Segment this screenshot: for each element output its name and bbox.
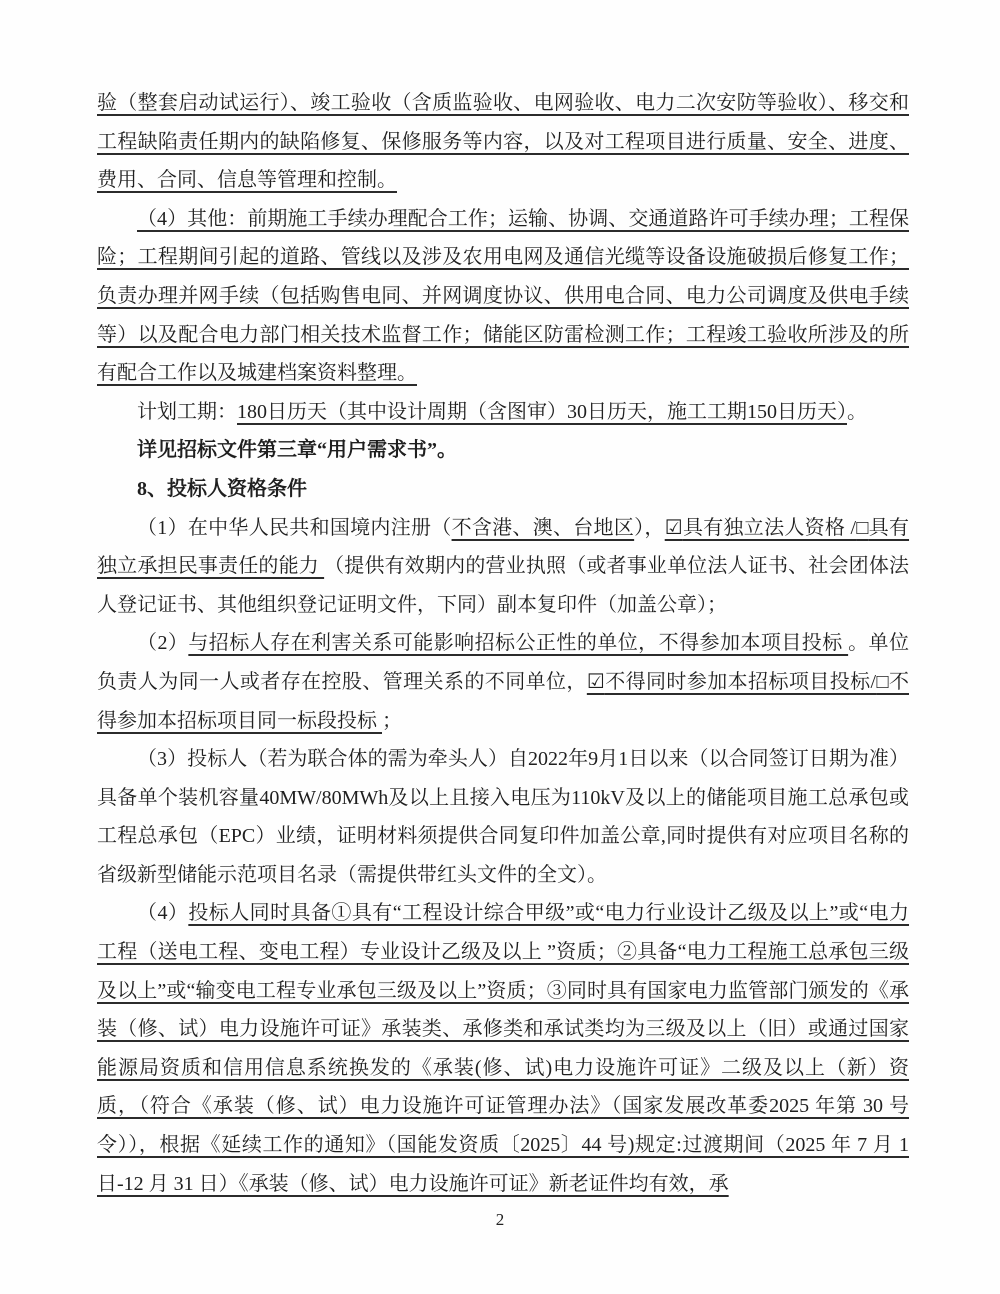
text-run: （4） [137, 902, 189, 925]
page-number: 2 [495, 1210, 505, 1229]
text-run: 。 [847, 400, 867, 423]
text-run: 180日历天（其中设计周期（含图审）30日历天，施工工期150日历天） [237, 400, 847, 423]
text-run: （3）投标人（若为联合体的需为牵头人）自2022年9月1日以来（以合同签订日期为准）具备单个装机容量40MW/80MWh及以上且接入电压为110kV及以上的储能项目施工总承包或工程总承包（EPC）业绩，证明材料须提供合同复印件加盖公章,同时提供有对应项目名称的省级新型储能示范项目名录（需提供带红头文件的全文）。 [97, 748, 909, 886]
text-run: 不含港、澳、台地区 [451, 516, 635, 539]
paragraph-qualification-2 [97, 624, 909, 740]
paragraph-planned-duration [97, 393, 909, 432]
text-run: ； [382, 709, 402, 732]
text-run: （提供有效期内的营业执照（或者事业单位法人证书、社会团体法人登记证书、其他组织登记证明文件，下同）副本复印件（加盖公章）； [97, 555, 910, 616]
paragraph-section-8-heading [97, 470, 909, 509]
paragraph-item-4-other-work [97, 200, 909, 393]
text-run: 验（整套启动试运行）、竣工验收（含质监验收、电网验收、电力二次安防等验收）、移交和工程缺陷责任期内的缺陷修复、保修服务等内容，以及对工程项目进行质量、安全、进度、费用、合同、信息等管理和控制。 [97, 92, 909, 192]
text-run: （2） [137, 632, 189, 655]
text-run: 计划工期： [137, 400, 237, 423]
text-run: 具有独立承担民事责任的能力 [97, 516, 910, 578]
text-run: 与招标人存在利害关系可能影响招标公正性的单位，不得参加本项目投标 [188, 632, 849, 655]
checkbox-checked-icon: ☑ [664, 516, 683, 539]
checkbox-checked-icon: ☑ [586, 670, 605, 693]
text-run: 不得参加本招标项目同一标段投标 [97, 670, 909, 732]
text-run: （1）在中华人民共和国境内注册（ [137, 516, 452, 539]
text-run: 。单位负责人为同一人或者存在控股、管理关系的不同单位， [97, 632, 910, 693]
text-run: ）， [634, 516, 665, 539]
text-run: 详见招标文件第三章“用户需求书”。 [137, 439, 457, 462]
document-body [97, 84, 909, 1203]
text-run: 8、投标人资格条件 [137, 477, 307, 500]
paragraph-scope-continuation [97, 84, 909, 200]
text-run: 不得同时参加本招标项目投标/ [604, 670, 877, 693]
text-run: （4）其他：前期施工手续办理配合工作；运输、协调、交通道路许可手续办理；工程保险；工程期间引起的道路、管线以及涉及农用电网及通信光缆等设备设施破损后修复工作；负责办理并网手续（包括购售电同、并网调度协议、供用电合同、电力公司调度及供电手续等）以及配合电力部门相关技术监督工作；储能区防雷检测工作；工程竣工验收所涉及的所有配合工作以及城建档案资料整理。 [97, 207, 909, 385]
checkbox-unchecked-icon: □ [856, 516, 869, 539]
text-run: 投标人同时具备①具有“工程设计综合甲级”或“电力行业设计乙级及以上”或“电力工程（送电工程、变电工程）专业设计乙级及以上 ”资质；②具备“电力工程施工总承包三级及以上”或“输变电工程专业承包三级及以上”资质；③同时具有国家电力监管部门颁发的《承装（修、试）电力设施许可证》承装类、承修类和承试类均为三级及以上（旧）或通过国家能源局资质和信用信息系统换发的《承装(修、试)电力设施许可证》二级及以上（新）资质，（符合《承装（修、试）电力设施许可证管理办法》（国家发展改革委2025 年第 30 号令）），根据《延续工作的通知》（国能发资质〔2025〕44 号)规定:过渡期间（2025 年 7 月 1 日-12 月 31 日）《承装（修、试）电力设施许可证》新老证件均有效，承 [97, 902, 910, 1195]
text-run: 具有独立法人资格 / [682, 516, 857, 539]
paragraph-qualification-1 [97, 509, 909, 625]
paragraph-see-user-requirements [97, 431, 909, 470]
checkbox-unchecked-icon: □ [876, 670, 889, 693]
paragraph-qualification-4 [97, 894, 909, 1203]
paragraph-qualification-3 [97, 740, 909, 894]
